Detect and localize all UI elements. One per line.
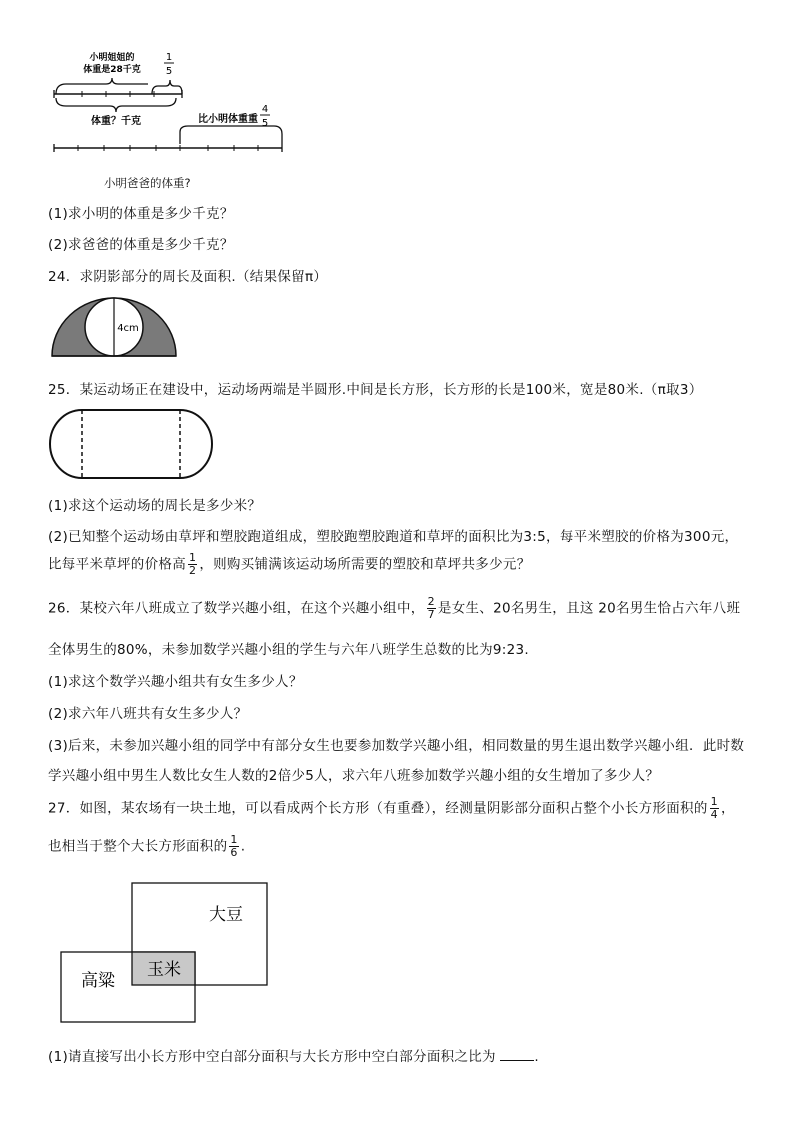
q27-frac1 [710, 796, 719, 821]
q27-frac2 [229, 834, 238, 859]
sister-label-line2: 体重是28千克 [83, 65, 141, 75]
q26-frac-den: 7 [427, 608, 435, 621]
weight-question-label: 体重？千克 [91, 116, 141, 127]
corn-label: 玉米 [147, 960, 181, 980]
q25-frac-num: 1 [189, 551, 197, 564]
q26-sub3-line1: (3)后来，未参加兴趣小组的同学中有部分女生也要参加数学兴趣小组，相同数量的男生退出数学兴趣小组．此时数 [48, 738, 745, 754]
frac-right-num: 4 [261, 104, 269, 115]
q27-line1 [48, 796, 735, 821]
q26-sub2: (2)求六年八班共有女生多少人？ [48, 706, 248, 722]
q26-sub3-line2: 学兴趣小组中男生人数比女生人数的2倍少5人，求六年八班参加数学兴趣小组的女生增加了多少人？ [48, 768, 660, 784]
q25-sub2-text-after: ，则购买铺满该运动场所需要的塑胶和草坪共多少元？ [199, 556, 531, 573]
q26-text-before: 26．某校六年八班成立了数学兴趣小组，在这个兴趣小组中， [48, 600, 425, 617]
q25-sub1: (1)求这个运动场的周长是多少米？ [48, 498, 262, 514]
q27-frac2-den: 6 [230, 846, 238, 859]
frac-right-den: 5 [261, 118, 269, 129]
q25-frac-den: 2 [189, 564, 197, 577]
q23-sub1: (1)求小明的体重是多少千克？ [48, 206, 234, 222]
q27-line2 [48, 834, 245, 859]
sister-label-line1: 小明姐姐的 [89, 53, 135, 63]
diameter-label: 4cm [117, 323, 139, 334]
frac-top-num: 1 [165, 52, 173, 63]
frac-top-den: 5 [165, 66, 173, 77]
q27-sub1 [48, 1045, 539, 1065]
q27-line2-before: 也相当于整个大长方形面积的 [48, 838, 228, 855]
q26-line2: 全体男生的80%，未参加数学兴趣小组的学生与六年八班学生总数的比为9:23. [48, 642, 530, 658]
q27-frac2-num: 1 [230, 833, 238, 846]
q27-frac1-num: 1 [710, 795, 718, 808]
q25-sub2-line2 [48, 552, 531, 577]
q27-text-after: ， [720, 800, 735, 817]
compare-label: 比小明体重重 [198, 114, 258, 125]
stadium-diagram [48, 408, 214, 480]
q25-frac [188, 552, 197, 577]
q27-sub1-end: . [534, 1049, 540, 1065]
q25-sub2-text-before: 比每平米草坪的价格高 [48, 556, 186, 573]
q27-text-before: 27．如图，某农场有一块土地，可以看成两个长方形（有重叠），经测量阴影部分面积占整个小长方形面积的 [48, 800, 708, 817]
q26-text-after: 是女生、20名男生，且这 20名男生恰占六年八班 [437, 600, 741, 617]
sorghum-label: 高粱 [81, 971, 115, 991]
q26-sub1: (1)求这个数学兴趣小组共有女生多少人？ [48, 674, 303, 690]
overlapping-rectangles-diagram [58, 880, 272, 1026]
q27-frac1-den: 4 [710, 808, 718, 821]
q23-sub2: (2)求爸爸的体重是多少千克？ [48, 237, 234, 253]
weight-segment-diagram [48, 44, 298, 164]
q27-sub1-text: (1)请直接写出小长方形中空白部分面积与大长方形中空白部分面积之比为 [48, 1049, 496, 1065]
diagram-caption: 小明爸爸的体重? [104, 176, 191, 190]
q24-question: 24．求阴影部分的周长及面积.（结果保留π） [48, 269, 328, 285]
q27-line2-after: . [240, 838, 246, 855]
q25-question: 25．某运动场正在建设中，运动场两端是半圆形.中间是长方形，长方形的长是100米，宽是80米.（π取3） [48, 382, 703, 398]
q25-sub2-line1: (2)已知整个运动场由草坪和塑胶跑道组成，塑胶跑塑胶跑道和草坪的面积比为3:5，每平米塑胶的价格为300元， [48, 529, 739, 545]
soy-label: 大豆 [209, 905, 243, 925]
q26-line1 [48, 596, 740, 621]
q26-frac-num: 2 [427, 595, 435, 608]
shaded-semicircle-diagram [50, 296, 180, 358]
q26-frac [427, 596, 436, 621]
answer-blank[interactable] [500, 1048, 534, 1061]
